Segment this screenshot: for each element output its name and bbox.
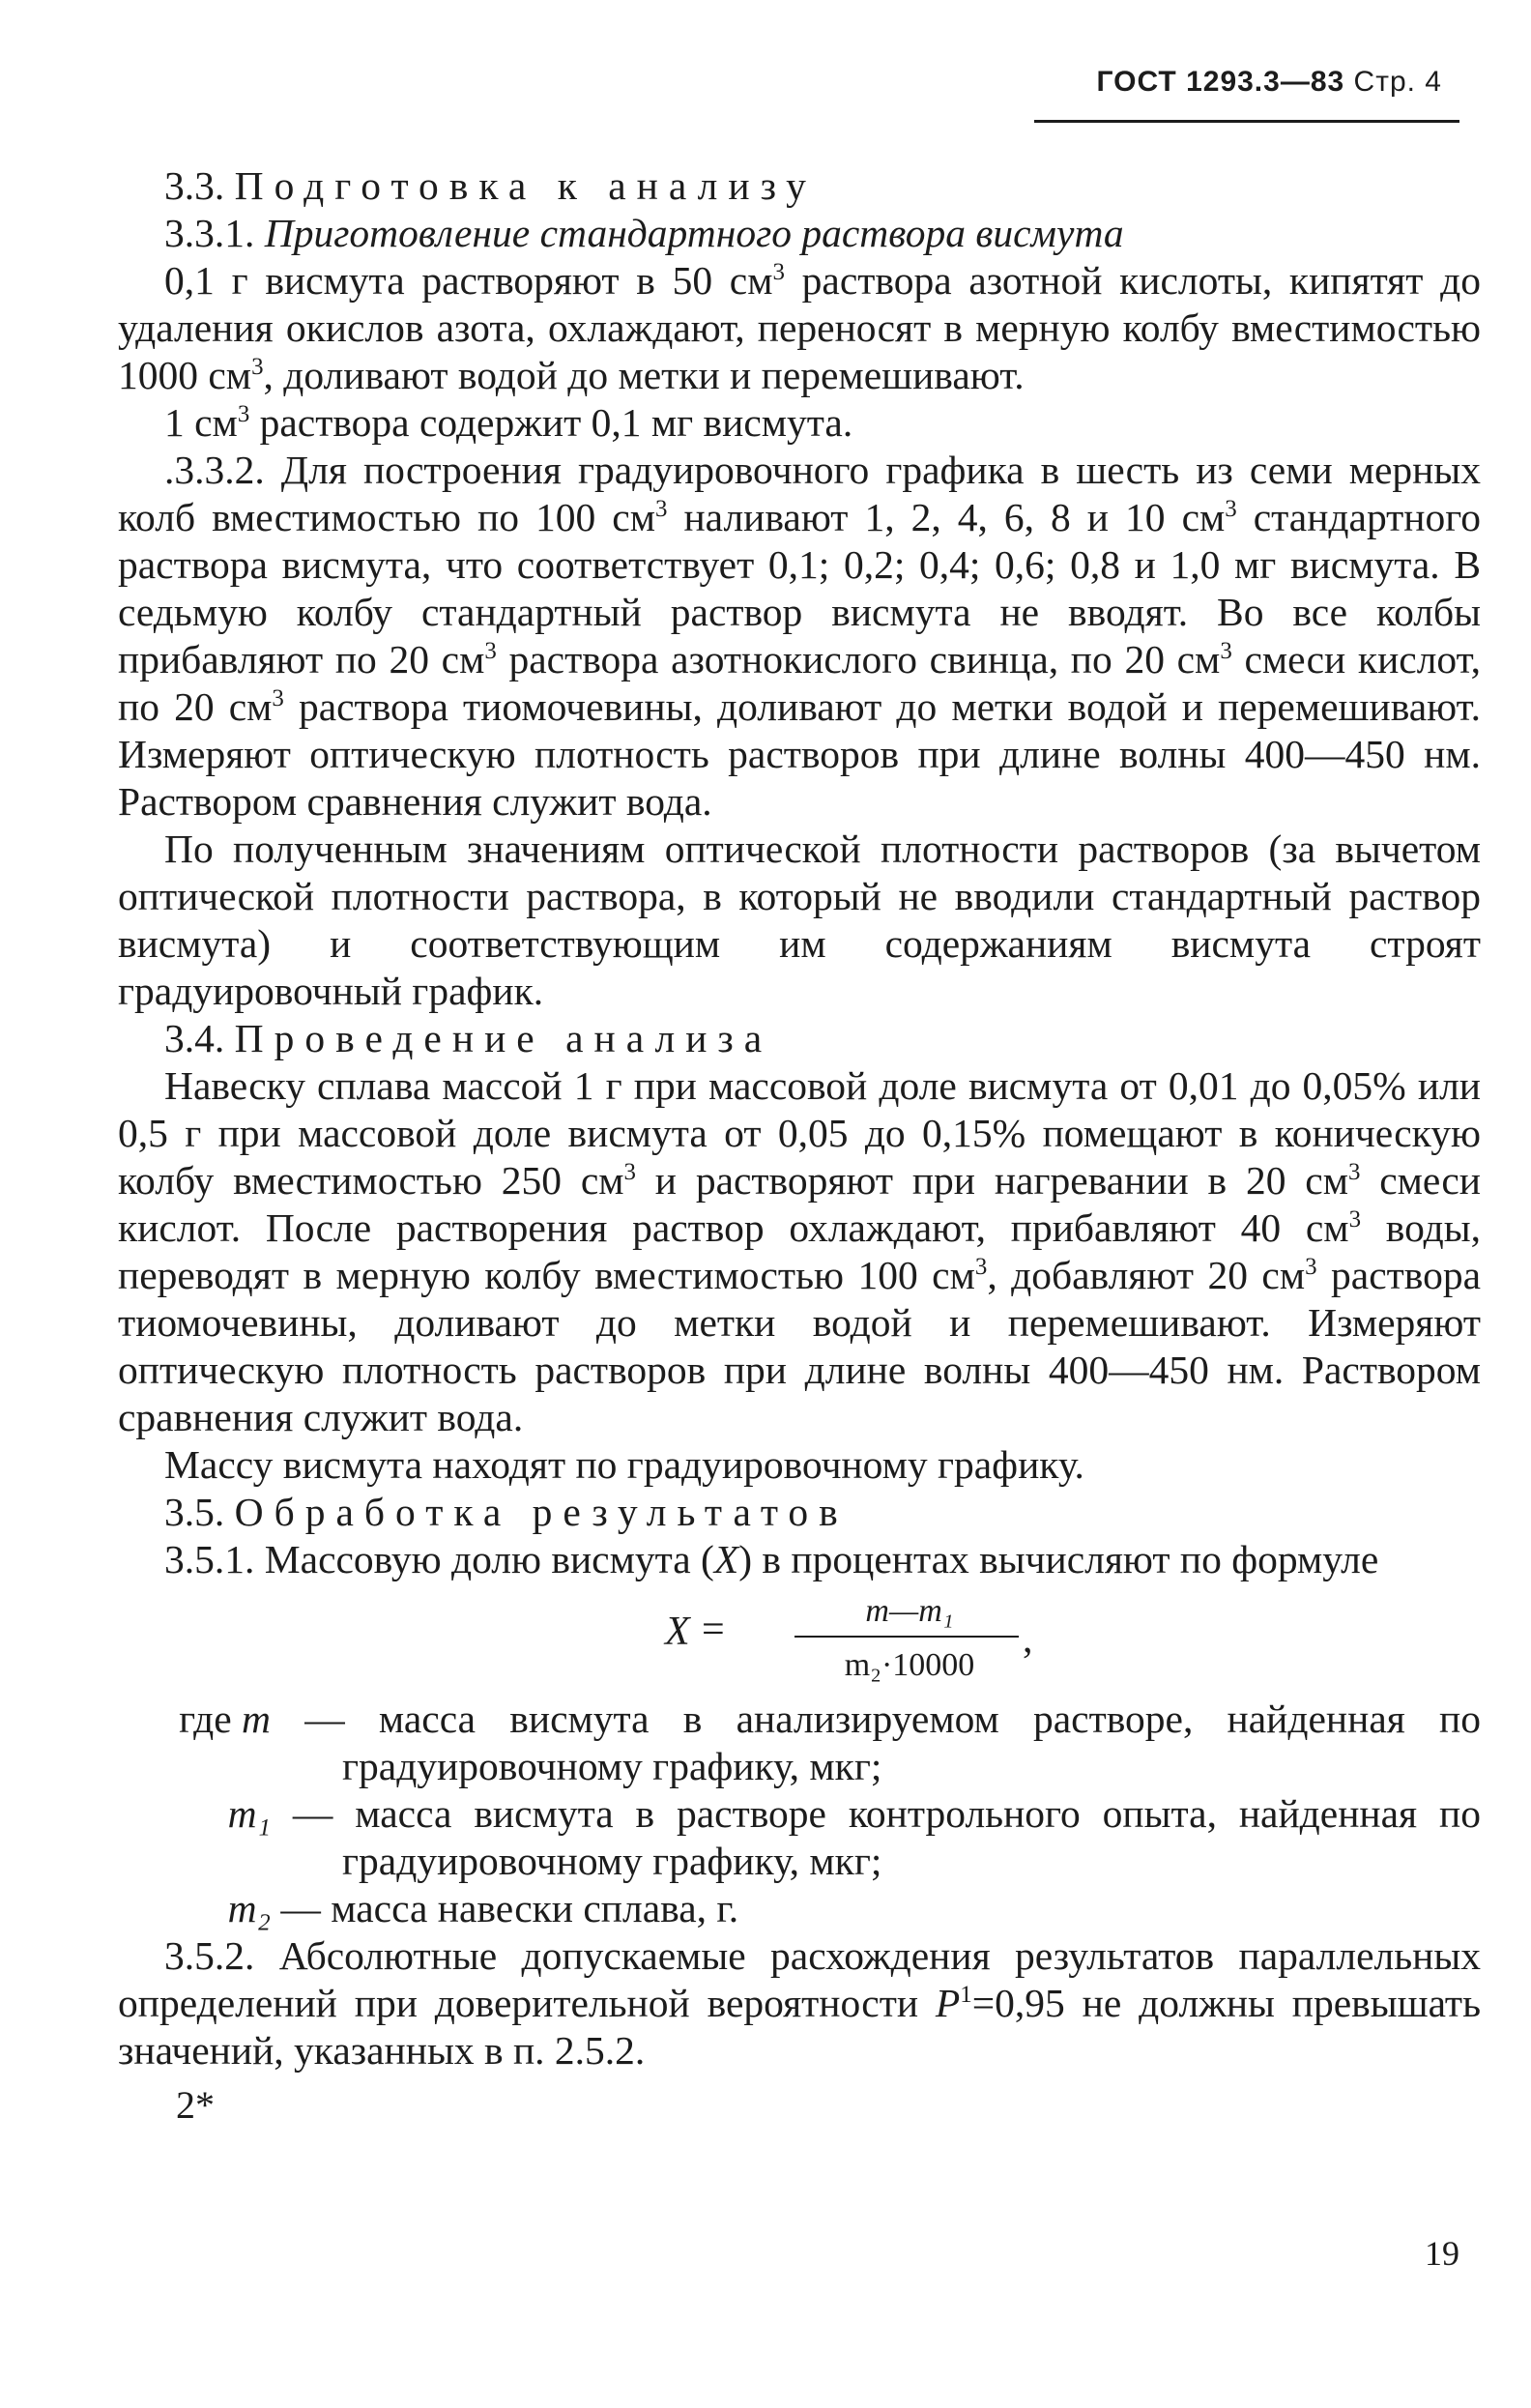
section-title: Приготовление стандартного раствора висмута [264,211,1124,255]
text-run: раствора азотной кислоты, кипятят до удаления окислов азота, охлаждают, переносят в мерную колбу вместимостью 1000 см [118,258,1481,397]
text-run: 3.5.1. Массовую долю висмута ( [164,1537,714,1581]
section-3-4-heading [118,1015,1481,1062]
superscript: 3 [484,638,497,665]
legend-text: масса навески сплава, г. [331,1886,739,1930]
sheet-signature: 2* [176,2083,215,2127]
text-run: смеси кислот, по 20 см [118,637,1481,729]
symbol: m₂ [227,1886,271,1930]
text-run: и растворяют при нагревании в 20 см [635,1158,1348,1203]
superscript: 3 [623,1159,636,1186]
text-run: , доливают водой до метки и перемешивают. [263,353,1025,397]
formula-denominator: m₂·10000 [844,1647,975,1683]
text-run: =0,95 не должны превышать значений, указанных в п. 2.5.2. [118,1981,1481,2073]
superscript: 3 [272,685,284,712]
legend-item-m: где m — масса висмута в анализируемом растворе, найденная по градуировочному графику, мкг; [118,1696,1481,1790]
text-run: стандартного раствора висмута, что соответствует 0,1; 0,2; 0,4; 0,6; 0,8 и 1,0 мг висмута. В седьмую колбу стандартный раствор висмута не вводят. Во все колбы прибавляют по 20 см [118,495,1481,682]
legend-lead: где [179,1697,232,1741]
legend-item-m2: m₂ — масса навески сплава, г. [118,1885,1481,1932]
legend-symbol [118,1696,271,1743]
text-run: Навеску сплава массой 1 г при массовой доле висмута от 0,01 до 0,05% или 0,5 г при массовой доле висмута от 0,05 до 0,15% помещают в коническую колбу вместимостью 250 см [118,1063,1481,1203]
section-number: 3.3.1. [164,211,255,255]
text-run: 3.5.2. Абсолютные допускаемые расхождения результатов параллельных определений при доверительной вероятности [118,1933,1481,2025]
text-run: , добавляют 20 см [987,1253,1306,1297]
header-rule [1034,120,1459,123]
section-3-3-heading [118,162,1481,210]
superscript: 3 [1225,496,1237,523]
formula-numerator: m—m₁ [865,1593,954,1629]
section-title: Проведение анализа [234,1016,773,1060]
paragraph-concentration [118,399,1481,447]
section-number: 3.4. [164,1016,225,1060]
page-header [1097,66,1442,99]
text-run: воды, переводят в мерную колбу вместимостью 100 см [118,1205,1481,1297]
text-run: раствора тиомочевины, доливают до метки водой и перемешивают. Измеряют оптическую плотность растворов при длине волны 400—450 нм. Раствором сравнения служит вода. [118,1253,1481,1439]
page-label: Стр. 4 [1353,66,1442,98]
paragraph-3-5-2 [118,1932,1481,2074]
text-run: 0,1 г висмута растворяют в 50 см [164,258,773,303]
variable: X [713,1537,739,1581]
superscript: 3 [1347,1159,1361,1186]
page-number: 19 [1425,2234,1459,2273]
formula-equals: = [702,1608,725,1652]
section-title: Подготовка к анализу [234,163,817,208]
superscript: 3 [654,496,668,523]
paragraph-mass: Массу висмута находят по градуировочному графику. [164,1442,1084,1487]
section-3-3-1-heading [118,210,1481,257]
superscript: 3 [1305,1254,1317,1281]
variable: P [935,1981,961,2025]
formula [118,1587,1481,1690]
superscript: 3 [1348,1206,1362,1233]
text-run: раствора азотнокислого свинца, по 20 см [496,637,1221,682]
section-number: 3.3. [164,163,225,208]
superscript: 3 [251,354,264,381]
document-body [118,162,1481,2074]
section-title: Обработка результатов [234,1490,849,1534]
paragraph-3-3-2 [118,447,1481,826]
legend-text: масса висмута в анализируемом растворе, найденная по градуировочному графику, мкг; [342,1697,1481,1788]
paragraph-analysis [118,1062,1481,1441]
superscript: 1 [960,1982,972,2009]
superscript: 3 [772,259,785,286]
section-number: 3.5. [164,1490,225,1534]
text-run: ) в процентах вычисляют по формуле [738,1537,1379,1581]
legend-symbol [118,1790,271,1838]
text-run: раствора тиомочевины, доливают до метки водой и перемешивают. Измеряют оптическую плотность растворов при длине волны 400—450 нм. Раствором сравнения служит вода. [118,684,1482,824]
superscript: 3 [1220,638,1232,665]
text-run: 1 см [164,400,238,445]
formula-comma: , [1023,1617,1033,1662]
superscript: 3 [974,1254,988,1281]
formula-lhs: X [665,1610,690,1654]
superscript: 3 [237,401,250,428]
text-run: раствора содержит 0,1 мг висмута. [249,400,853,445]
symbol: m₁ [227,1791,271,1836]
paragraph-3-5-1 [118,1536,1481,1583]
legend-item-m1: m₁ — масса висмута в растворе контрольного опыта, найденная по градуировочному графику, мкг; [118,1790,1481,1885]
paragraph-standard-solution [118,257,1481,399]
fraction-bar [794,1636,1019,1638]
text-run: смеси кислот. После растворения раствор охлаждают, прибавляют 40 см [118,1158,1481,1250]
legend-text: масса висмута в растворе контрольного опыта, найденная по градуировочному графику, мкг; [342,1791,1481,1883]
symbol: m [242,1697,271,1741]
section-3-5-heading [118,1489,1481,1536]
standard-number: ГОСТ 1293.3—83 [1096,66,1345,98]
text-run: наливают 1, 2, 4, 6, 8 и 10 см [667,495,1226,539]
legend-symbol [118,1885,271,1932]
paragraph-calibration: По полученным значениям оптической плотности растворов (за вычетом оптической плотности раствора, в который не вводили стандартный раствор висмута) и соответствующим им содержаниям висмута строят градуировочный график. [118,827,1481,1013]
text-run: .3.3.2. Для построения градуировочного графика в шесть из семи мерных колб вместимостью по 100 см [118,448,1481,539]
